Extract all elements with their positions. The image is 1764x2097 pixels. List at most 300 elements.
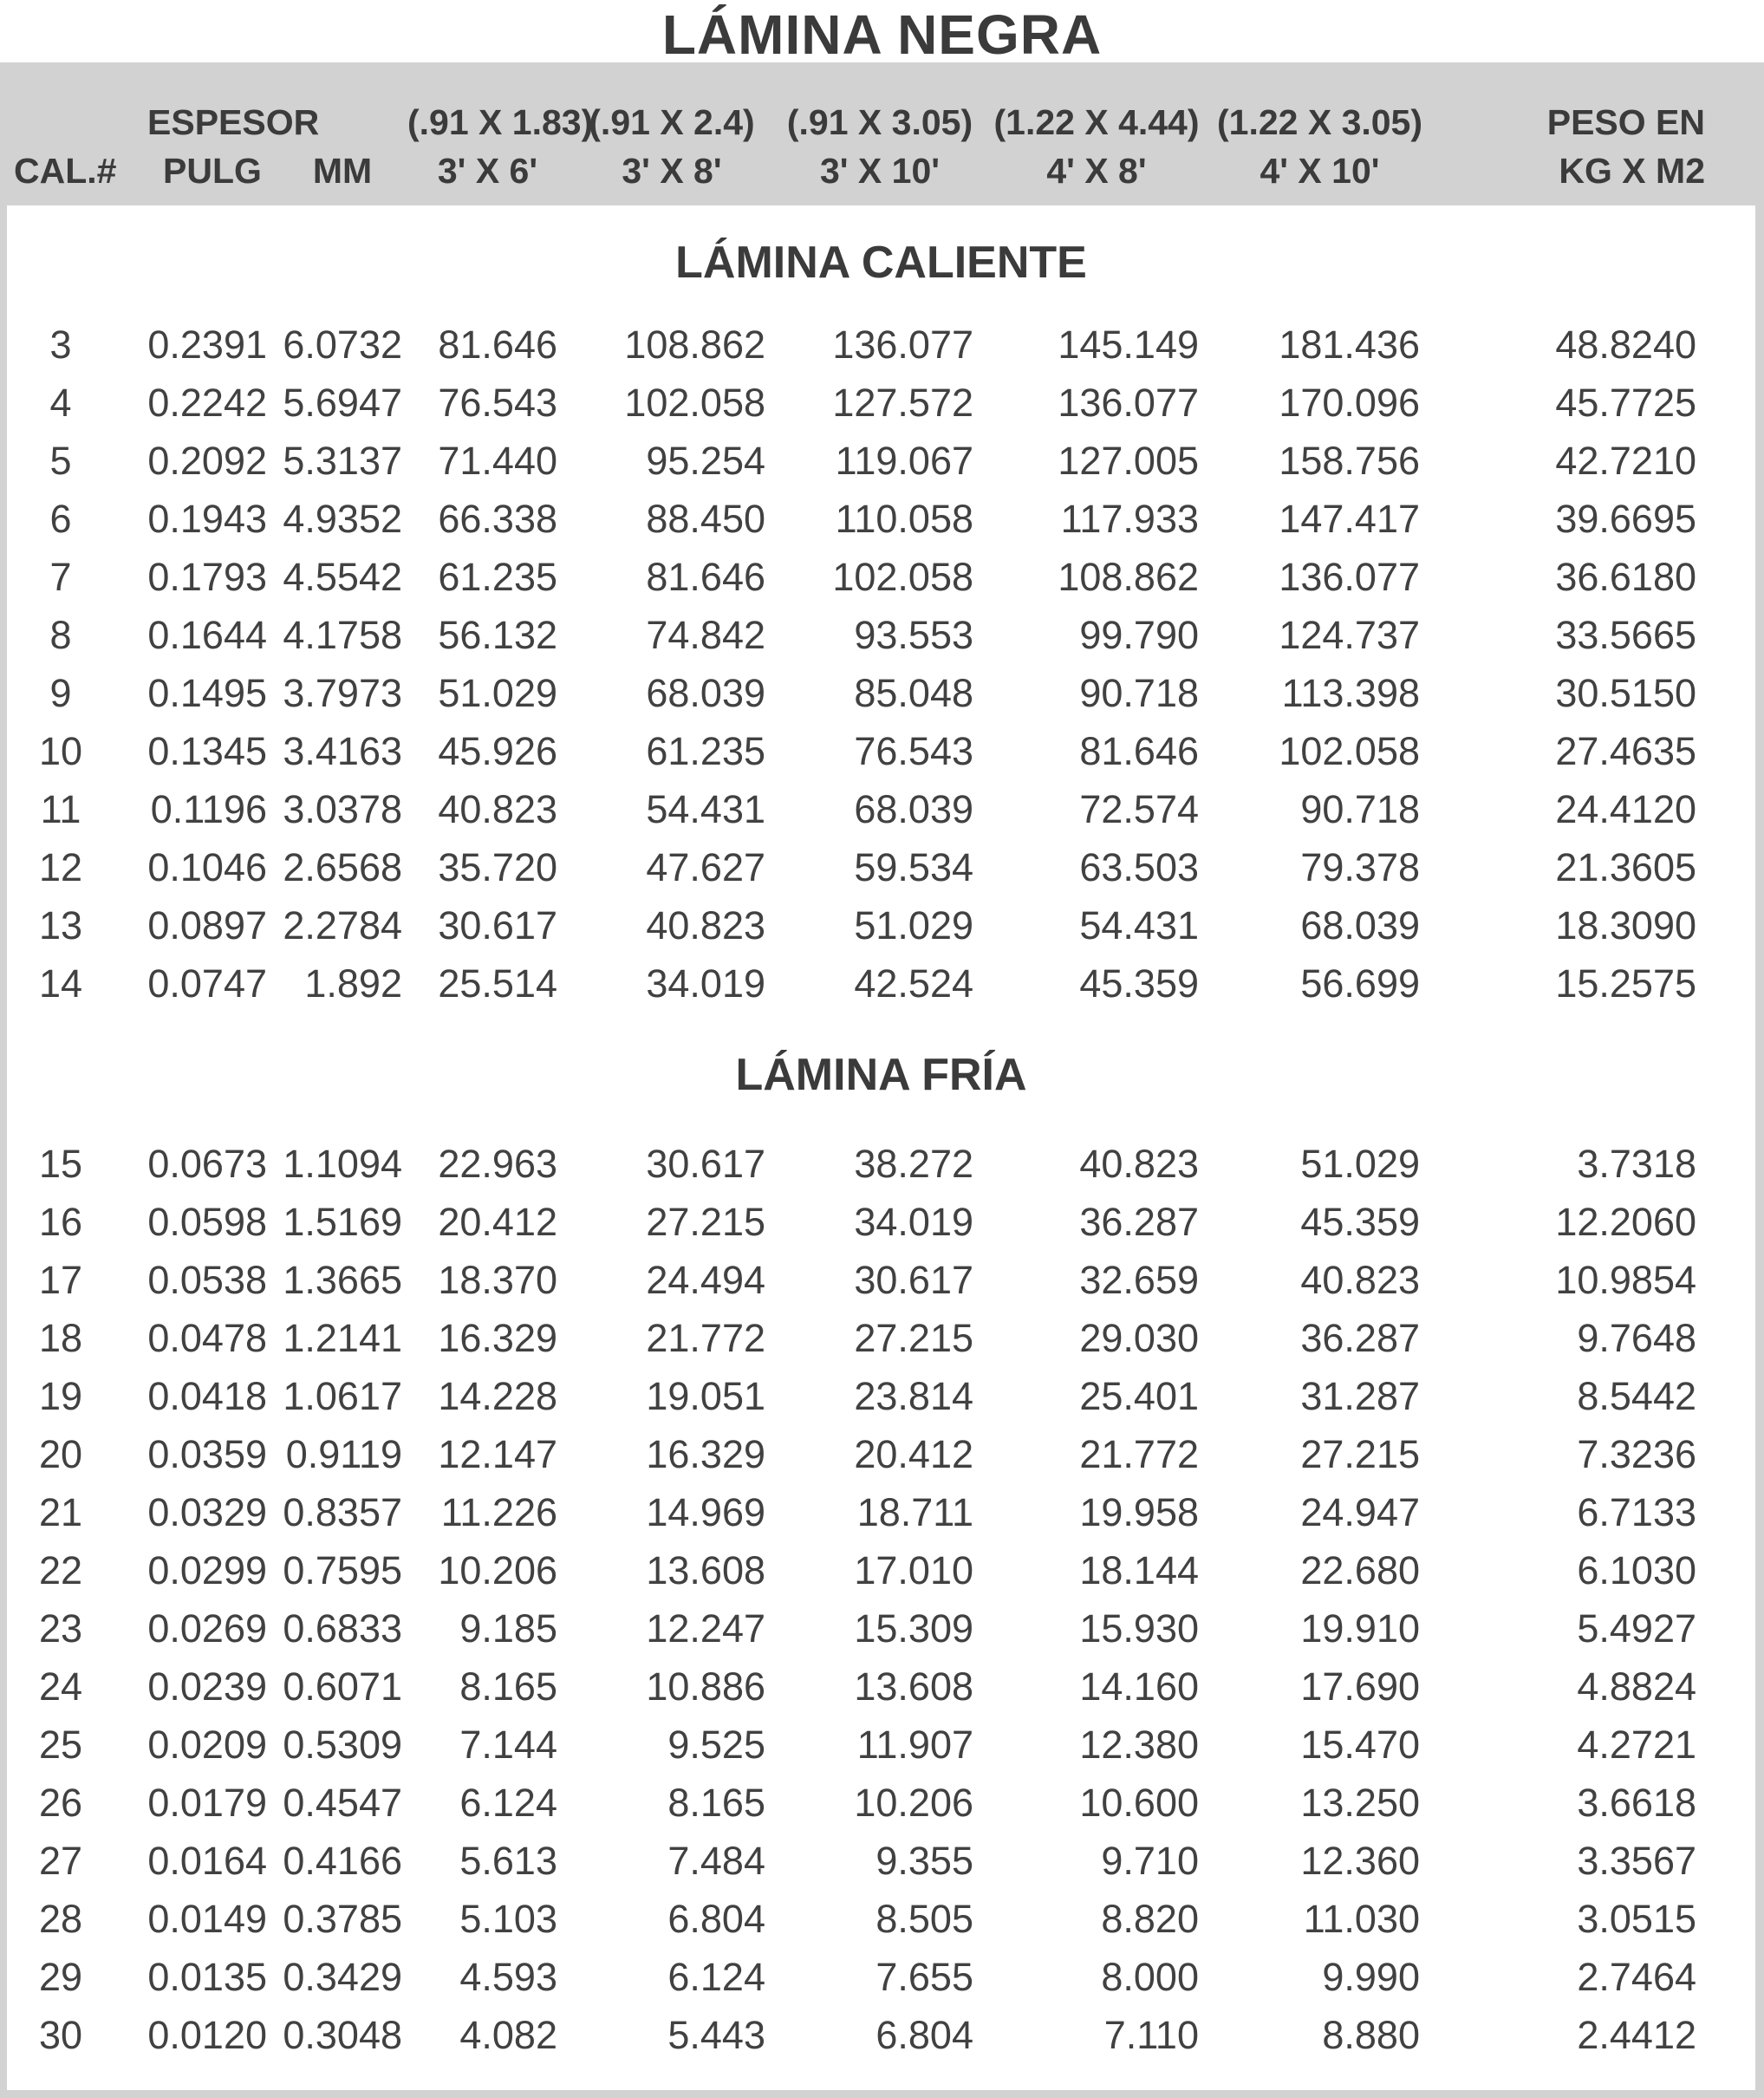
table-row <box>0 316 1764 374</box>
table-header <box>0 62 1764 205</box>
cell-value: 0.0359 <box>147 1432 267 1476</box>
cell-value: 8.5442 <box>1577 1374 1696 1418</box>
cell-value: 102.058 <box>1279 729 1420 773</box>
cell-value: 0.4166 <box>283 1839 402 1883</box>
cell-value: 74.842 <box>646 613 765 657</box>
table-row <box>0 838 1764 896</box>
cell-value: 6.804 <box>875 2013 973 2057</box>
cell-value: 8.000 <box>1101 1955 1199 1999</box>
cell-value: 0.3429 <box>283 1955 402 1999</box>
cell-value: 71.440 <box>438 439 557 483</box>
table-row <box>0 432 1764 490</box>
cell-value: 0.2391 <box>147 322 267 367</box>
cell-value: 119.067 <box>835 439 973 483</box>
cell-gauge-number: 24 <box>38 1664 83 1709</box>
cell-value: 12.360 <box>1300 1839 1420 1883</box>
cell-value: 45.359 <box>1079 961 1199 1006</box>
cell-gauge-number: 19 <box>38 1374 83 1418</box>
cell-value: 0.8357 <box>283 1490 402 1534</box>
cell-value: 5.6947 <box>283 381 402 425</box>
imperial-size-label: 3' X 6' <box>437 151 538 191</box>
cell-value: 81.646 <box>646 555 765 599</box>
table-row <box>0 606 1764 664</box>
table-row <box>0 548 1764 606</box>
section-title-fria: LÁMINA FRÍA <box>735 1050 1027 1100</box>
cell-value: 0.6833 <box>283 1606 402 1651</box>
cell-value: 0.0120 <box>147 2013 267 2057</box>
cell-value: 6.124 <box>459 1781 557 1825</box>
cell-value: 12.247 <box>646 1606 765 1651</box>
cell-value: 22.680 <box>1300 1548 1420 1592</box>
cell-value: 113.398 <box>1281 671 1420 715</box>
cell-value: 1.5169 <box>283 1200 402 1244</box>
cell-value: 90.718 <box>1300 787 1420 831</box>
cell-value: 99.790 <box>1079 613 1199 657</box>
cell-value: 18.144 <box>1079 1548 1199 1592</box>
cell-value: 0.7595 <box>283 1548 402 1592</box>
cell-value: 1.3665 <box>283 1258 402 1302</box>
cell-value: 0.0209 <box>147 1723 267 1767</box>
cell-value: 30.617 <box>438 903 557 948</box>
cell-value: 9.710 <box>1101 1839 1199 1883</box>
cell-value: 0.1495 <box>147 671 267 715</box>
cell-value: 6.124 <box>667 1955 765 1999</box>
cell-value: 79.378 <box>1300 845 1420 889</box>
table-row <box>0 1425 1764 1483</box>
cell-value: 15.470 <box>1300 1723 1420 1767</box>
cell-value: 29.030 <box>1079 1316 1199 1360</box>
cell-value: 9.990 <box>1322 1955 1420 1999</box>
cell-value: 3.4163 <box>283 729 402 773</box>
cell-gauge-number: 8 <box>49 613 72 657</box>
cell-value: 0.3048 <box>283 2013 402 2057</box>
cell-value: 0.0164 <box>147 1839 267 1883</box>
table-row <box>0 1309 1764 1367</box>
cell-value: 12.2060 <box>1555 1200 1696 1244</box>
cell-value: 9.7648 <box>1577 1316 1696 1360</box>
cell-value: 11.030 <box>1303 1897 1420 1941</box>
table-row <box>0 1948 1764 2006</box>
cell-value: 0.0747 <box>147 961 267 1006</box>
cell-value: 17.690 <box>1300 1664 1420 1709</box>
table-row <box>0 490 1764 548</box>
cell-value: 7.655 <box>875 1955 973 1999</box>
cell-value: 12.147 <box>438 1432 557 1476</box>
cell-value: 25.401 <box>1079 1374 1199 1418</box>
cell-value: 54.431 <box>646 787 765 831</box>
cell-gauge-number: 20 <box>38 1432 83 1476</box>
table-row <box>0 1774 1764 1832</box>
cell-value: 10.206 <box>438 1548 557 1592</box>
table-row <box>0 664 1764 722</box>
cell-value: 34.019 <box>854 1200 973 1244</box>
cell-value: 59.534 <box>854 845 973 889</box>
cell-value: 3.7318 <box>1577 1142 1696 1186</box>
cell-gauge-number: 13 <box>38 903 83 948</box>
metric-size-label: (.91 X 2.4) <box>589 102 755 142</box>
cell-value: 76.543 <box>438 381 557 425</box>
cell-value: 8.165 <box>667 1781 765 1825</box>
cell-value: 81.646 <box>438 322 557 367</box>
cell-value: 13.608 <box>646 1548 765 1592</box>
cell-value: 30.617 <box>854 1258 973 1302</box>
cell-value: 0.0329 <box>147 1490 267 1534</box>
cell-value: 24.494 <box>646 1258 765 1302</box>
cell-value: 66.338 <box>438 497 557 541</box>
cell-value: 0.0239 <box>147 1664 267 1709</box>
espesor-label: ESPESOR <box>147 102 320 142</box>
cell-value: 16.329 <box>438 1316 557 1360</box>
column-header-peso <box>1430 78 1721 205</box>
cell-value: 51.029 <box>438 671 557 715</box>
metric-size-label: (1.22 X 4.44) <box>993 102 1200 142</box>
section-lamina-fria <box>7 1013 1755 2064</box>
cell-value: 48.8240 <box>1555 322 1696 367</box>
cell-value: 181.436 <box>1279 322 1420 367</box>
cell-value: 8.880 <box>1322 2013 1420 2057</box>
column-header-3x6 <box>407 78 594 205</box>
cell-value: 27.215 <box>1300 1432 1420 1476</box>
cell-value: 22.963 <box>438 1142 557 1186</box>
cell-value: 24.947 <box>1300 1490 1420 1534</box>
cell-value: 1.0617 <box>283 1374 402 1418</box>
table-row <box>0 1367 1764 1425</box>
cell-value: 85.048 <box>854 671 973 715</box>
cell-value: 56.699 <box>1300 961 1420 1006</box>
cell-value: 56.132 <box>438 613 557 657</box>
cell-value: 68.039 <box>646 671 765 715</box>
cell-value: 102.058 <box>624 381 765 425</box>
cell-value: 0.9119 <box>285 1432 402 1476</box>
cell-value: 6.7133 <box>1577 1490 1696 1534</box>
cell-value: 4.2721 <box>1577 1723 1696 1767</box>
cell-value: 0.1345 <box>147 729 267 773</box>
cell-gauge-number: 16 <box>38 1200 83 1244</box>
table-row <box>0 1483 1764 1541</box>
cell-value: 124.737 <box>1279 613 1420 657</box>
cell-value: 127.005 <box>1058 439 1199 483</box>
cell-value: 21.772 <box>646 1316 765 1360</box>
cell-value: 8.820 <box>1101 1897 1199 1941</box>
cell-value: 170.096 <box>1279 381 1420 425</box>
peso-label-line1: PESO EN <box>1546 102 1705 142</box>
cell-gauge-number: 29 <box>38 1955 83 1999</box>
page-title: LÁMINA NEGRA <box>661 3 1103 66</box>
cell-value: 42.524 <box>854 961 973 1006</box>
cell-value: 72.574 <box>1079 787 1199 831</box>
cell-value: 0.2092 <box>147 439 267 483</box>
cell-value: 68.039 <box>1300 903 1420 948</box>
cell-value: 45.926 <box>438 729 557 773</box>
cell-gauge-number: 11 <box>40 787 81 831</box>
cell-value: 45.7725 <box>1555 381 1696 425</box>
cell-value: 23.814 <box>854 1374 973 1418</box>
cell-value: 3.3567 <box>1577 1839 1696 1883</box>
cell-gauge-number: 18 <box>38 1316 83 1360</box>
cell-value: 76.543 <box>854 729 973 773</box>
cell-value: 40.823 <box>1079 1142 1199 1186</box>
cell-value: 39.6695 <box>1555 497 1696 541</box>
cell-value: 93.553 <box>854 613 973 657</box>
cell-value: 0.1046 <box>147 845 267 889</box>
cell-value: 40.823 <box>1300 1258 1420 1302</box>
cell-value: 4.5542 <box>283 555 402 599</box>
cell-value: 0.1196 <box>150 787 267 831</box>
cell-value: 5.613 <box>459 1839 557 1883</box>
cell-value: 0.0269 <box>147 1606 267 1651</box>
column-header-4x10 <box>1209 78 1430 205</box>
table-row <box>0 1541 1764 1599</box>
imperial-size-label: 4' X 10' <box>1260 151 1380 191</box>
cell-value: 9.525 <box>667 1723 765 1767</box>
cell-value: 1.1094 <box>283 1142 402 1186</box>
cell-value: 127.572 <box>832 381 973 425</box>
table-row <box>0 1890 1764 1948</box>
cell-value: 17.010 <box>854 1548 973 1592</box>
cell-value: 20.412 <box>438 1200 557 1244</box>
cell-gauge-number: 4 <box>49 381 72 425</box>
table-row <box>0 1657 1764 1716</box>
cell-gauge-number: 22 <box>38 1548 83 1592</box>
cell-value: 9.185 <box>459 1606 557 1651</box>
cell-value: 14.228 <box>438 1374 557 1418</box>
cell-value: 5.3137 <box>283 439 402 483</box>
cell-value: 61.235 <box>438 555 557 599</box>
cell-value: 102.058 <box>832 555 973 599</box>
table-row <box>0 2006 1764 2064</box>
cell-value: 0.4547 <box>283 1781 402 1825</box>
cell-value: 81.646 <box>1079 729 1199 773</box>
cell-value: 5.103 <box>459 1897 557 1941</box>
cell-value: 51.029 <box>854 903 973 948</box>
cell-value: 0.0598 <box>147 1200 267 1244</box>
cell-value: 18.711 <box>856 1490 973 1534</box>
cell-value: 21.772 <box>1079 1432 1199 1476</box>
cell-value: 19.051 <box>646 1374 765 1418</box>
cell-value: 27.4635 <box>1555 729 1696 773</box>
cell-value: 5.443 <box>667 2013 765 2057</box>
cell-value: 54.431 <box>1079 903 1199 948</box>
cell-value: 10.9854 <box>1555 1258 1696 1302</box>
cell-gauge-number: 28 <box>38 1897 83 1941</box>
imperial-size-label: 3' X 8' <box>622 151 722 191</box>
cell-gauge-number: 21 <box>38 1490 83 1534</box>
cell-value: 0.0299 <box>147 1548 267 1592</box>
cell-value: 0.2242 <box>147 381 267 425</box>
cell-value: 15.309 <box>854 1606 973 1651</box>
cell-gauge-number: 6 <box>49 497 72 541</box>
cell-value: 136.077 <box>1058 381 1199 425</box>
cell-gauge-number: 25 <box>38 1723 83 1767</box>
cell-value: 145.149 <box>1058 322 1199 367</box>
cell-value: 0.3785 <box>283 1897 402 1941</box>
column-header-3x10 <box>776 78 984 205</box>
pulg-label: PULG <box>163 151 262 191</box>
cell-value: 6.1030 <box>1577 1548 1696 1592</box>
cell-gauge-number: 14 <box>38 961 83 1006</box>
cell-value: 4.8824 <box>1577 1664 1696 1709</box>
cell-value: 1.2141 <box>283 1316 402 1360</box>
title-strip <box>0 0 1764 66</box>
cell-value: 27.215 <box>854 1316 973 1360</box>
column-header-3x8 <box>568 78 776 205</box>
cell-value: 35.720 <box>438 845 557 889</box>
cell-value: 7.484 <box>667 1839 765 1883</box>
cell-gauge-number: 12 <box>38 845 83 889</box>
cell-value: 88.450 <box>646 497 765 541</box>
cell-value: 2.4412 <box>1577 2013 1696 2057</box>
cell-value: 95.254 <box>646 439 765 483</box>
cell-value: 31.287 <box>1300 1374 1420 1418</box>
table-row <box>0 374 1764 432</box>
rows-caliente <box>0 316 1764 1013</box>
cell-value: 19.958 <box>1079 1490 1199 1534</box>
cell-value: 24.4120 <box>1555 787 1696 831</box>
metric-size-label: (1.22 X 3.05) <box>1216 102 1423 142</box>
column-header-4x8 <box>984 78 1209 205</box>
cell-value: 4.9352 <box>283 497 402 541</box>
cell-value: 4.593 <box>459 1955 557 1999</box>
imperial-size-label: 3' X 10' <box>819 151 941 191</box>
cell-value: 51.029 <box>1300 1142 1420 1186</box>
cell-value: 32.659 <box>1079 1258 1199 1302</box>
cell-value: 15.930 <box>1079 1606 1199 1651</box>
cell-value: 0.0179 <box>147 1781 267 1825</box>
cell-value: 8.505 <box>875 1897 973 1941</box>
cell-value: 3.0515 <box>1577 1897 1696 1941</box>
section-lamina-caliente <box>7 205 1755 1013</box>
cell-value: 0.6071 <box>283 1664 402 1709</box>
cell-gauge-number: 10 <box>38 729 83 773</box>
cell-value: 36.287 <box>1300 1316 1420 1360</box>
cell-value: 12.380 <box>1079 1723 1199 1767</box>
cell-value: 45.359 <box>1300 1200 1420 1244</box>
cell-gauge-number: 23 <box>38 1606 83 1651</box>
cell-value: 136.077 <box>832 322 973 367</box>
cell-value: 10.600 <box>1079 1781 1199 1825</box>
cell-value: 5.4927 <box>1577 1606 1696 1651</box>
cell-value: 2.6568 <box>283 845 402 889</box>
cell-value: 47.627 <box>646 845 765 889</box>
cell-gauge-number: 15 <box>38 1142 83 1186</box>
cell-value: 36.6180 <box>1555 555 1696 599</box>
cell-value: 18.3090 <box>1555 903 1696 948</box>
cell-value: 1.892 <box>304 961 402 1006</box>
cell-gauge-number: 17 <box>38 1258 83 1302</box>
imperial-size-label: 4' X 8' <box>1046 151 1147 191</box>
cell-value: 3.7973 <box>283 671 402 715</box>
cell-value: 6.804 <box>667 1897 765 1941</box>
cell-value: 25.514 <box>438 961 557 1006</box>
cell-value: 0.1793 <box>147 555 267 599</box>
cell-value: 40.823 <box>438 787 557 831</box>
rows-fria <box>0 1135 1764 2064</box>
table-row <box>0 1832 1764 1890</box>
cell-value: 34.019 <box>646 961 765 1006</box>
cell-value: 3.6618 <box>1577 1781 1696 1825</box>
cell-value: 10.886 <box>646 1664 765 1709</box>
cell-value: 110.058 <box>835 497 973 541</box>
cell-gauge-number: 3 <box>49 322 72 367</box>
cell-value: 136.077 <box>1279 555 1420 599</box>
table-row <box>0 1193 1764 1251</box>
cell-value: 40.823 <box>646 903 765 948</box>
cell-value: 7.3236 <box>1577 1432 1696 1476</box>
cell-value: 16.329 <box>646 1432 765 1476</box>
table-row <box>0 1251 1764 1309</box>
cell-value: 0.5309 <box>283 1723 402 1767</box>
cell-value: 30.617 <box>646 1142 765 1186</box>
peso-label-line2: KG X M2 <box>1559 151 1705 191</box>
cell-value: 21.3605 <box>1555 845 1696 889</box>
cell-value: 90.718 <box>1079 671 1199 715</box>
cell-value: 2.2784 <box>283 903 402 948</box>
cell-value: 13.250 <box>1300 1781 1420 1825</box>
cell-value: 158.756 <box>1279 439 1420 483</box>
cell-gauge-number: 26 <box>38 1781 83 1825</box>
cell-value: 63.503 <box>1079 845 1199 889</box>
cell-value: 0.0478 <box>147 1316 267 1360</box>
cell-value: 30.5150 <box>1555 671 1696 715</box>
cal-label: CAL.# <box>14 151 117 191</box>
column-header-cal <box>0 78 147 205</box>
cell-value: 11.226 <box>440 1490 557 1534</box>
cell-value: 19.910 <box>1300 1606 1420 1651</box>
cell-gauge-number: 7 <box>49 555 72 599</box>
cell-gauge-number: 5 <box>49 439 72 483</box>
table-row <box>0 1135 1764 1193</box>
cell-value: 7.144 <box>459 1723 557 1767</box>
cell-value: 11.907 <box>856 1723 973 1767</box>
cell-gauge-number: 9 <box>49 671 72 715</box>
cell-value: 117.933 <box>1060 497 1199 541</box>
cell-value: 4.1758 <box>283 613 402 657</box>
metric-size-label: (.91 X 1.83) <box>407 102 594 142</box>
cell-gauge-number: 27 <box>38 1839 83 1883</box>
table-row <box>0 780 1764 838</box>
cell-value: 0.0673 <box>147 1142 267 1186</box>
cell-value: 2.7464 <box>1577 1955 1696 1999</box>
cell-value: 6.0732 <box>283 322 402 367</box>
cell-value: 14.969 <box>646 1490 765 1534</box>
cell-value: 9.355 <box>875 1839 973 1883</box>
cell-value: 13.608 <box>854 1664 973 1709</box>
cell-value: 7.110 <box>1103 2013 1199 2057</box>
table-row <box>0 722 1764 780</box>
column-header-espesor <box>147 78 407 205</box>
cell-value: 147.417 <box>1279 497 1420 541</box>
cell-value: 4.082 <box>459 2013 557 2057</box>
cell-value: 10.206 <box>854 1781 973 1825</box>
cell-value: 3.0378 <box>283 787 402 831</box>
table-row <box>0 896 1764 954</box>
cell-value: 15.2575 <box>1555 961 1696 1006</box>
cell-value: 0.1644 <box>147 613 267 657</box>
metric-size-label: (.91 X 3.05) <box>786 102 973 142</box>
cell-value: 8.165 <box>459 1664 557 1709</box>
mm-label: MM <box>312 151 373 191</box>
table-row <box>0 1599 1764 1657</box>
cell-value: 0.1943 <box>147 497 267 541</box>
cell-value: 68.039 <box>854 787 973 831</box>
cell-value: 33.5665 <box>1555 613 1696 657</box>
table-row <box>0 1716 1764 1774</box>
cell-value: 108.862 <box>1058 555 1199 599</box>
cell-value: 0.0538 <box>147 1258 267 1302</box>
cell-value: 61.235 <box>646 729 765 773</box>
section-title-caliente: LÁMINA CALIENTE <box>675 238 1087 288</box>
cell-value: 38.272 <box>854 1142 973 1186</box>
